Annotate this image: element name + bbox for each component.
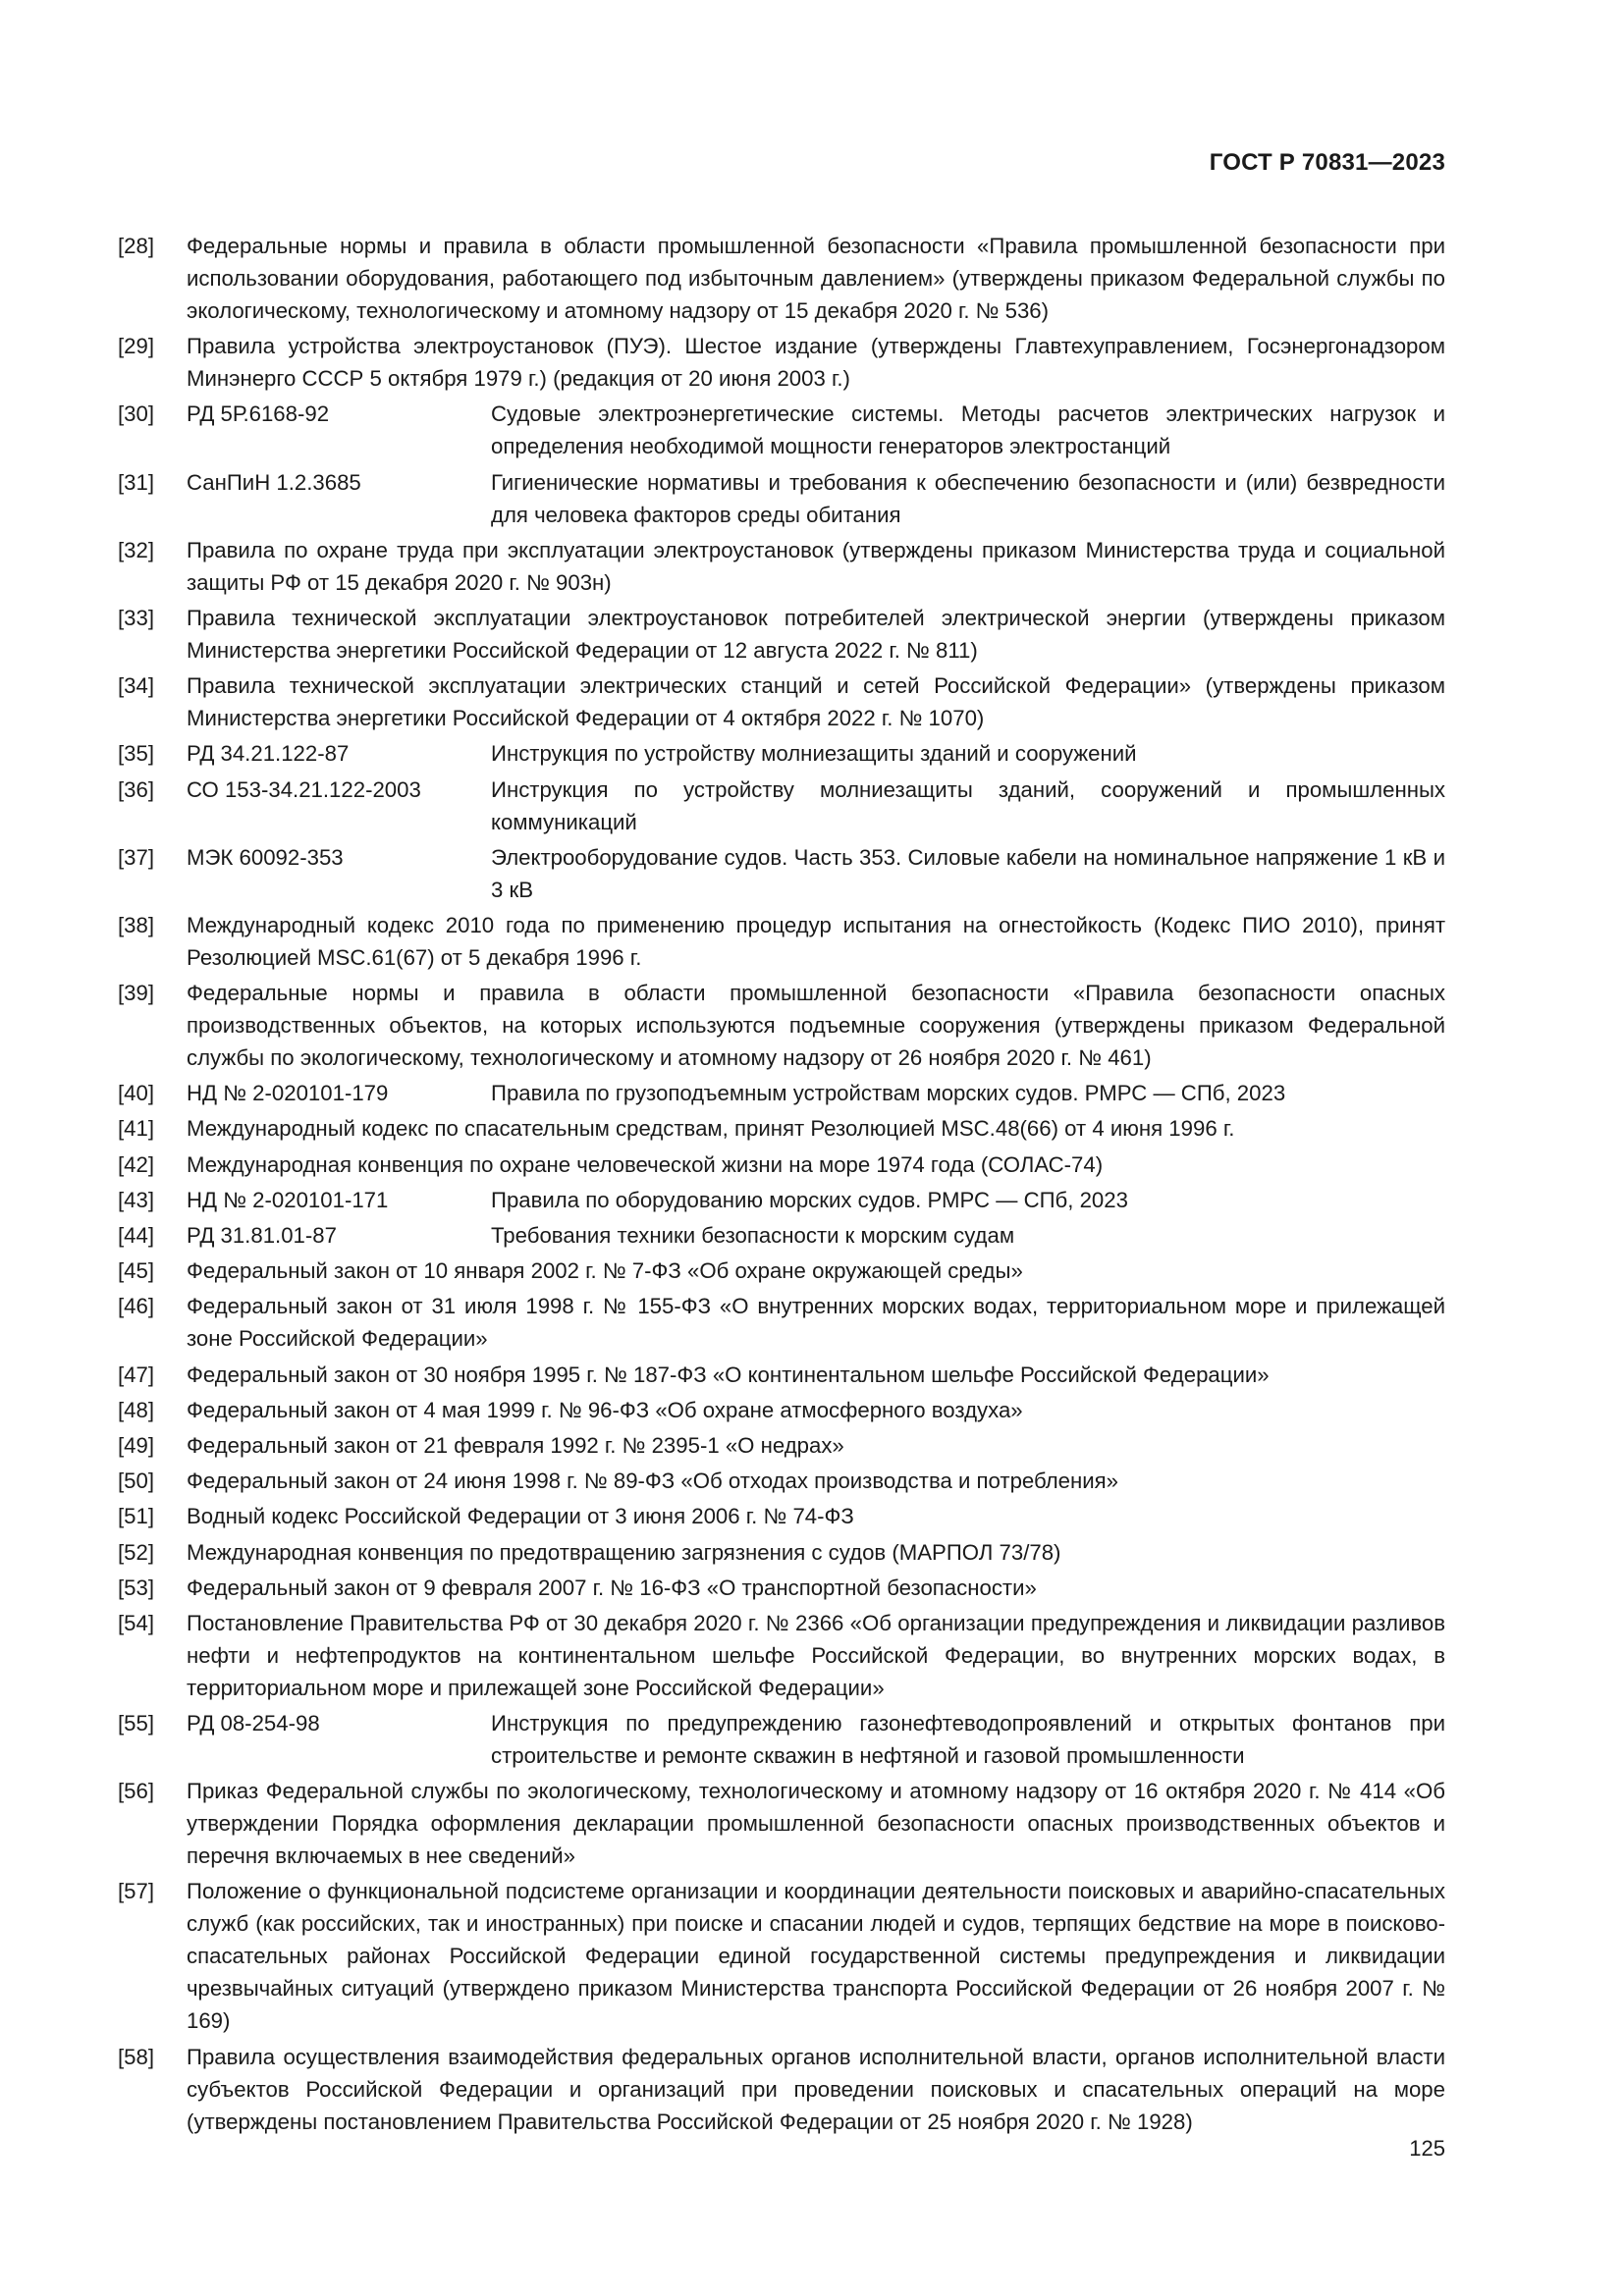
reference-entry <box>118 330 1445 395</box>
reference-code: РД 31.81.01-87 <box>187 1223 337 1248</box>
reference-text: Федеральный закон от 10 января 2002 г. № 7-ФЗ «Об охране окружающей среды» <box>187 1258 1023 1284</box>
reference-title: Судовые электроэнергетические системы. Методы расчетов электрических нагрузок и определения необходимой мощности генераторов электростанций <box>491 401 1445 459</box>
reference-text: Правила устройства электроустановок (ПУЭ). Шестое издание (утверждены Главтехуправлением, Госэнергонадзором Минэнерго СССР 5 октября 1979 г.) (редакция от 20 июня 2003 г.) <box>187 334 1445 392</box>
reference-number: [55] <box>118 1711 155 1736</box>
reference-entry <box>118 1707 1445 1772</box>
reference-entry <box>118 1290 1445 1355</box>
reference-title: Электрооборудование судов. Часть 353. Силовые кабели на номинальное напряжение 1 кВ и 3 кВ <box>491 844 1445 902</box>
reference-text: Правила технической эксплуатации электрических станций и сетей Российской Федерации» (утверждены приказом Министерства энергетики Российской Федерации от 4 октября 2022 г. № 1070) <box>187 673 1445 731</box>
document-id-header: ГОСТ Р 70831—2023 <box>1209 149 1445 176</box>
reference-entry <box>118 909 1445 974</box>
reference-entry <box>118 1536 1445 1569</box>
reference-number: [53] <box>118 1575 155 1600</box>
reference-number: [52] <box>118 1539 155 1565</box>
reference-entry <box>118 1148 1445 1181</box>
reference-text: Международная конвенция по охране человеческой жизни на море 1974 года (СОЛАС-74) <box>187 1151 1104 1177</box>
reference-entry <box>118 534 1445 599</box>
reference-entry <box>118 977 1445 1074</box>
reference-entry <box>118 737 1445 770</box>
reference-code: СО 153-34.21.122-2003 <box>187 776 421 802</box>
reference-entry <box>118 466 1445 531</box>
reference-code: РД 34.21.122-87 <box>187 741 350 767</box>
reference-entry <box>118 602 1445 667</box>
reference-number: [49] <box>118 1432 155 1458</box>
reference-title: Инструкция по предупреждению газонефтеводопроявлений и открытых фонтанов при строительстве и ремонте скважин в нефтяной и газовой промышленности <box>491 1711 1445 1769</box>
reference-entry <box>118 1394 1445 1426</box>
reference-number: [31] <box>118 469 155 495</box>
reference-entry <box>118 1465 1445 1497</box>
reference-number: [57] <box>118 1879 155 1904</box>
reference-title: Инструкция по устройству молниезащиты зданий и сооружений <box>491 741 1137 767</box>
reference-text: Федеральный закон от 4 мая 1999 г. № 96-ФЗ «Об охране атмосферного воздуха» <box>187 1397 1023 1422</box>
reference-text: Положение о функциональной подсистеме организации и координации деятельности поисковых и аварийно-спасательных служб (как российских, так и иностранных) при поиске и спасании людей и судов, терпящих бедствие на море в поисково-спасательных районах Российской Федерации единой государственной системы предупреждения и ликвидации чрезвычайных ситуаций (утверждено приказом Министерства транспорта Российской Федерации от 26 ноября 2007 г. № 169) <box>187 1879 1445 2034</box>
reference-entry <box>118 1607 1445 1704</box>
reference-text: Федеральные нормы и правила в области промышленной безопасности «Правила промышленной безопасности при использовании оборудования, работающего под избыточным давлением» (утверждены приказом Федеральной службы по экологическому, технологическому и атомному надзору от 15 декабря 2020 г. № 536) <box>187 234 1445 323</box>
reference-entry <box>118 1775 1445 1872</box>
reference-entry <box>118 1500 1445 1532</box>
reference-number: [35] <box>118 741 155 767</box>
reference-number: [39] <box>118 981 155 1006</box>
reference-entry <box>118 1359 1445 1391</box>
reference-entry <box>118 669 1445 734</box>
reference-number: [30] <box>118 401 155 427</box>
reference-number: [37] <box>118 844 155 870</box>
reference-text: Правила технической эксплуатации электроустановок потребителей электрической энергии (утверждены приказом Министерства энергетики Российской Федерации от 12 августа 2022 г. № 811) <box>187 605 1445 663</box>
reference-text: Федеральный закон от 21 февраля 1992 г. № 2395-1 «О недрах» <box>187 1432 844 1458</box>
reference-number: [45] <box>118 1258 155 1284</box>
reference-entry <box>118 398 1445 462</box>
reference-title: Правила по грузоподъемным устройствам морских судов. РМРС — СПб, 2023 <box>491 1081 1286 1106</box>
bibliography-list <box>118 230 1445 2141</box>
reference-number: [38] <box>118 912 155 937</box>
reference-number: [56] <box>118 1779 155 1804</box>
reference-text: Постановление Правительства РФ от 30 декабря 2020 г. № 2366 «Об организации предупреждения и ликвидации разливов нефти и нефтепродуктов на континентальном шельфе Российской Федерации, во внутренних морских водах, в территориальном море и прилежащей зоне Российской Федерации» <box>187 1610 1445 1700</box>
reference-number: [47] <box>118 1362 155 1387</box>
reference-code: НД № 2-020101-179 <box>187 1081 389 1106</box>
reference-number: [44] <box>118 1223 155 1248</box>
reference-code: НД № 2-020101-171 <box>187 1187 389 1212</box>
reference-text: Федеральный закон от 30 ноября 1995 г. № 187-ФЗ «О континентальном шельфе Российской Федерации» <box>187 1362 1270 1387</box>
reference-number: [50] <box>118 1468 155 1494</box>
reference-entry <box>118 1219 1445 1252</box>
reference-entry <box>118 1112 1445 1145</box>
reference-title: Требования техники безопасности к морским судам <box>491 1223 1015 1248</box>
reference-title: Гигиенические нормативы и требования к обеспечению безопасности и (или) безвредности для человека факторов среды обитания <box>491 469 1445 527</box>
reference-text: Федеральный закон от 31 июля 1998 г. № 155-ФЗ «О внутренних морских водах, территориальном море и прилежащей зоне Российской Федерации» <box>187 1294 1445 1352</box>
reference-text: Международная конвенция по предотвращению загрязнения с судов (МАРПОЛ 73/78) <box>187 1539 1061 1565</box>
reference-entry <box>118 1184 1445 1216</box>
reference-number: [40] <box>118 1081 155 1106</box>
reference-entry <box>118 1875 1445 2037</box>
reference-text: Федеральный закон от 24 июня 1998 г. № 89-ФЗ «Об отходах производства и потребления» <box>187 1468 1118 1494</box>
reference-number: [42] <box>118 1151 155 1177</box>
reference-entry <box>118 1572 1445 1604</box>
reference-number: [41] <box>118 1116 155 1142</box>
reference-number: [54] <box>118 1610 155 1635</box>
reference-entry <box>118 2041 1445 2138</box>
reference-number: [32] <box>118 537 155 562</box>
reference-number: [51] <box>118 1504 155 1529</box>
reference-number: [43] <box>118 1187 155 1212</box>
reference-text: Федеральный закон от 9 февраля 2007 г. № 16-ФЗ «О транспортной безопасности» <box>187 1575 1037 1600</box>
reference-number: [33] <box>118 605 155 630</box>
reference-code: СанПиН 1.2.3685 <box>187 469 361 495</box>
reference-code: РД 5Р.6168-92 <box>187 401 330 427</box>
reference-text: Международный кодекс 2010 года по применению процедур испытания на огнестойкость (Кодекс ПИО 2010), принят Резолюцией MSC.61(67) от 5 декабря 1996 г. <box>187 912 1445 970</box>
reference-number: [29] <box>118 334 155 359</box>
reference-title: Инструкция по устройству молниезащиты зданий, сооружений и промышленных коммуникаций <box>491 776 1445 834</box>
reference-entry <box>118 774 1445 838</box>
reference-text: Правила по охране труда при эксплуатации электроустановок (утверждены приказом Министерства труда и социальной защиты РФ от 15 декабря 2020 г. № 903н) <box>187 537 1445 595</box>
reference-number: [28] <box>118 234 155 258</box>
reference-number: [48] <box>118 1397 155 1422</box>
reference-entry <box>118 1429 1445 1462</box>
reference-number: [34] <box>118 673 155 699</box>
reference-text: Приказ Федеральной службы по экологическому, технологическому и атомному надзору от 16 октября 2020 г. № 414 «Об утверждении Порядка оформления декларации промышленной безопасности опасных производственных объектов и перечня включаемых в нее сведений» <box>187 1779 1445 1869</box>
reference-number: [46] <box>118 1294 155 1319</box>
reference-text: Международный кодекс по спасательным средствам, принят Резолюцией MSC.48(66) от 4 июня 1996 г. <box>187 1116 1235 1142</box>
reference-code: МЭК 60092-353 <box>187 844 344 870</box>
reference-entry <box>118 1255 1445 1287</box>
reference-number: [58] <box>118 2044 155 2069</box>
reference-title: Правила по оборудованию морских судов. РМРС — СПб, 2023 <box>491 1187 1128 1212</box>
reference-number: [36] <box>118 776 155 802</box>
reference-text: Водный кодекс Российской Федерации от 3 июня 2006 г. № 74-ФЗ <box>187 1504 854 1529</box>
reference-entry <box>118 841 1445 906</box>
reference-text: Федеральные нормы и правила в области промышленной безопасности «Правила безопасности опасных производственных объектов, на которых используются подъемные сооружения (утверждены приказом Федеральной службы по экологическому, технологическому и атомному надзору от 26 ноября 2020 г. № 461) <box>187 981 1445 1071</box>
reference-code: РД 08-254-98 <box>187 1711 320 1736</box>
page-number: 125 <box>1409 2136 1445 2161</box>
reference-text: Правила осуществления взаимодействия федеральных органов исполнительной власти, органов исполнительной власти субъектов Российской Федерации и организаций при проведении поисковых и спасательных операций на море (утверждены постановлением Правительства Российской Федерации от 25 ноября 2020 г. № 1928) <box>187 2044 1445 2134</box>
reference-entry <box>118 230 1445 327</box>
reference-entry <box>118 1077 1445 1109</box>
